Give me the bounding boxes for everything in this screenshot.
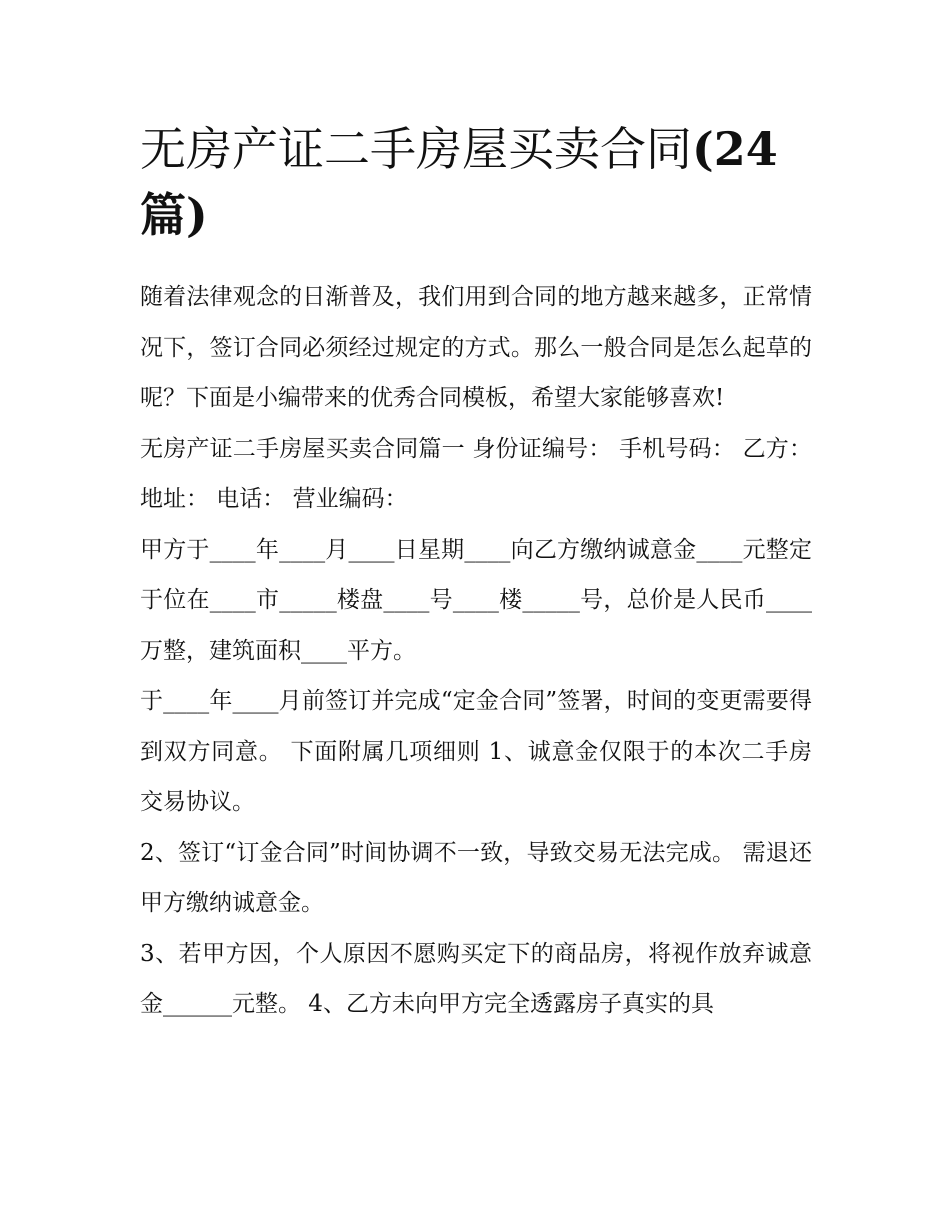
document-title	[140, 116, 812, 248]
paragraph-contract-deadline: 于____年____月前签订并完成“定金合同”签署，时间的变更需要得到双方同意。 下面附属几项细则 1、诚意金仅限于的本次二手房交易协议。	[140, 688, 812, 815]
paragraph-intro: 随着法律观念的日渐普及，我们用到合同的地方越来越多，正常情况下，签订合同必须经过规定的方式。那么一般合同是怎么起草的呢？下面是小编带来的优秀合同模板，希望大家能够喜欢!	[140, 284, 812, 411]
paragraph-clause-2: 2、签订“订金合同”时间协调不一致，导致交易无法完成。 需退还甲方缴纳诚意金。	[140, 839, 812, 916]
paragraph-parties: 无房产证二手房屋买卖合同篇一 身份证编号： 手机号码： 乙方： 地址： 电话： 营业编码：	[140, 435, 812, 512]
paragraph-deposit: 甲方于____年____月____日星期____向乙方缴纳诚意金____元整定于位在____市_____楼盘____号____楼_____号，总价是人民币____万整，建筑面积____平方。	[140, 536, 812, 664]
title-count: (24	[692, 122, 778, 176]
paragraph-clause-3: 3、若甲方因，个人原因不愿购买定下的商品房，将视作放弃诚意金______元整。 4、乙方未向甲方完全透露房子真实的具	[140, 940, 812, 1017]
title-count-suffix: 篇)	[140, 188, 208, 242]
title-main: 无房产证二手房屋买卖合同	[140, 122, 692, 176]
document-body	[140, 116, 812, 1030]
